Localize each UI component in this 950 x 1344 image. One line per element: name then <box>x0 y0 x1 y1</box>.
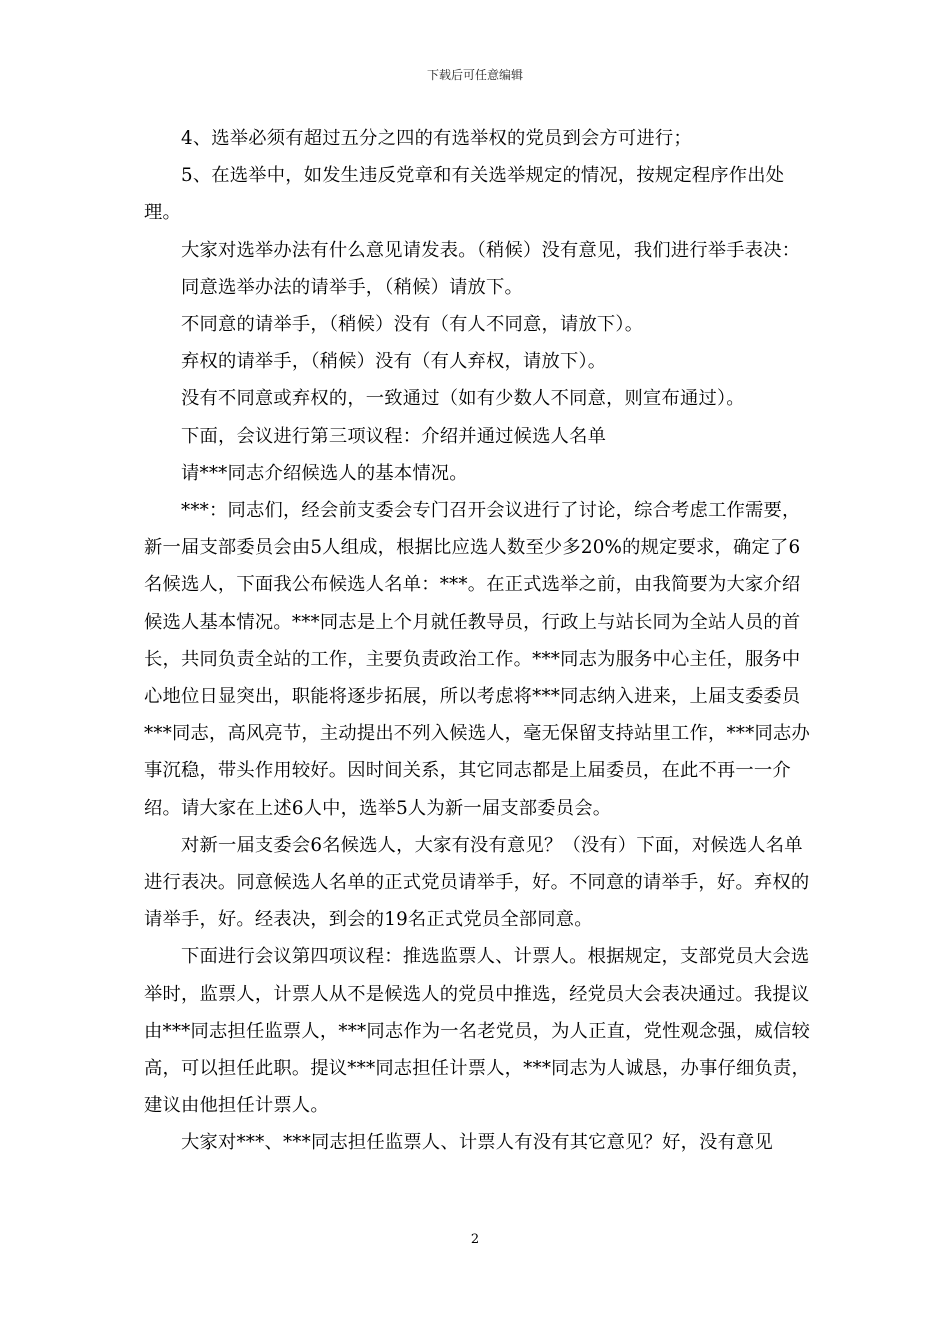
page-number: 2 <box>470 1232 480 1247</box>
document-body <box>144 120 810 1162</box>
paragraph: ***：同志们，经会前支委会专门召开会议进行了讨论，综合考虑工作需要，新一届支部委员会由5人组成，根据比应选人数至少多20%的规定要求，确定了6名候选人，下面我公布候选人名单：***。在正式选举之前，由我简要为大家介绍候选人基本情况。***同志是上个月就任教导员，行政上与站长同为全站人员的首长，共同负责全站的工作，主要负责政治工作。***同志为服务中心主任，服务中心地位日显突出，职能将逐步拓展，所以考虑将***同志纳入进来，上届支委委员***同志，高风亮节，主动提出不列入候选人，毫无保留支持站里工作，***同志办事沉稳，带头作用较好。因时间关系，其它同志都是上届委员，在此不再一一介绍。请大家在上述6人中，选举5人为新一届支部委员会。 <box>144 500 810 819</box>
paragraph: 下面进行会议第四项议程：推选监票人、计票人。根据规定，支部党员大会选举时，监票人，计票人从不是候选人的党员中推选，经党员大会表决通过。我提议由***同志担任监票人，***同志作为一名老党员，为人正直，党性观念强，威信较高，可以担任此职。提议***同志担任计票人，***同志为人诚恳，办事仔细负责，建议由他担任计票人。 <box>144 946 810 1117</box>
paragraph: 请***同志介绍候选人的基本情况。 <box>181 462 468 484</box>
paragraph: 不同意的请举手，（稍候）没有（有人不同意，请放下）。 <box>181 314 644 336</box>
paragraph: 4、选举必须有超过五分之四的有选举权的党员到会方可进行； <box>181 128 692 149</box>
paragraph: 大家对选举办法有什么意见请发表。（稍候）没有意见，我们进行举手表决： <box>181 239 801 261</box>
paragraph: 没有不同意或弃权的，一致通过（如有少数人不同意，则宣布通过）。 <box>181 388 745 410</box>
paragraph: 大家对***、***同志担任监票人、计票人有没有其它意见？好，没有意见 <box>181 1132 773 1154</box>
paragraph: 5、在选举中，如发生违反党章和有关选举规定的情况，按规定程序作出处理。 <box>144 165 785 224</box>
paragraph: 弃权的请举手，（稍候）没有（有人弃权，请放下）。 <box>181 351 607 373</box>
paragraph: 对新一届支委会6名候选人，大家有没有意见？（没有）下面，对候选人名单进行表决。同意候选人名单的正式党员请举手，好。不同意的请举手，好。弃权的请举手，好。经表决，到会的19名正式党员全部同意。 <box>144 834 810 931</box>
page-header: 下载后可任意编辑 <box>426 68 523 82</box>
paragraph: 下面，会议进行第三项议程：介绍并通过候选人名单 <box>181 425 607 447</box>
paragraph: 同意选举办法的请举手，（稍候）请放下。 <box>181 276 523 298</box>
